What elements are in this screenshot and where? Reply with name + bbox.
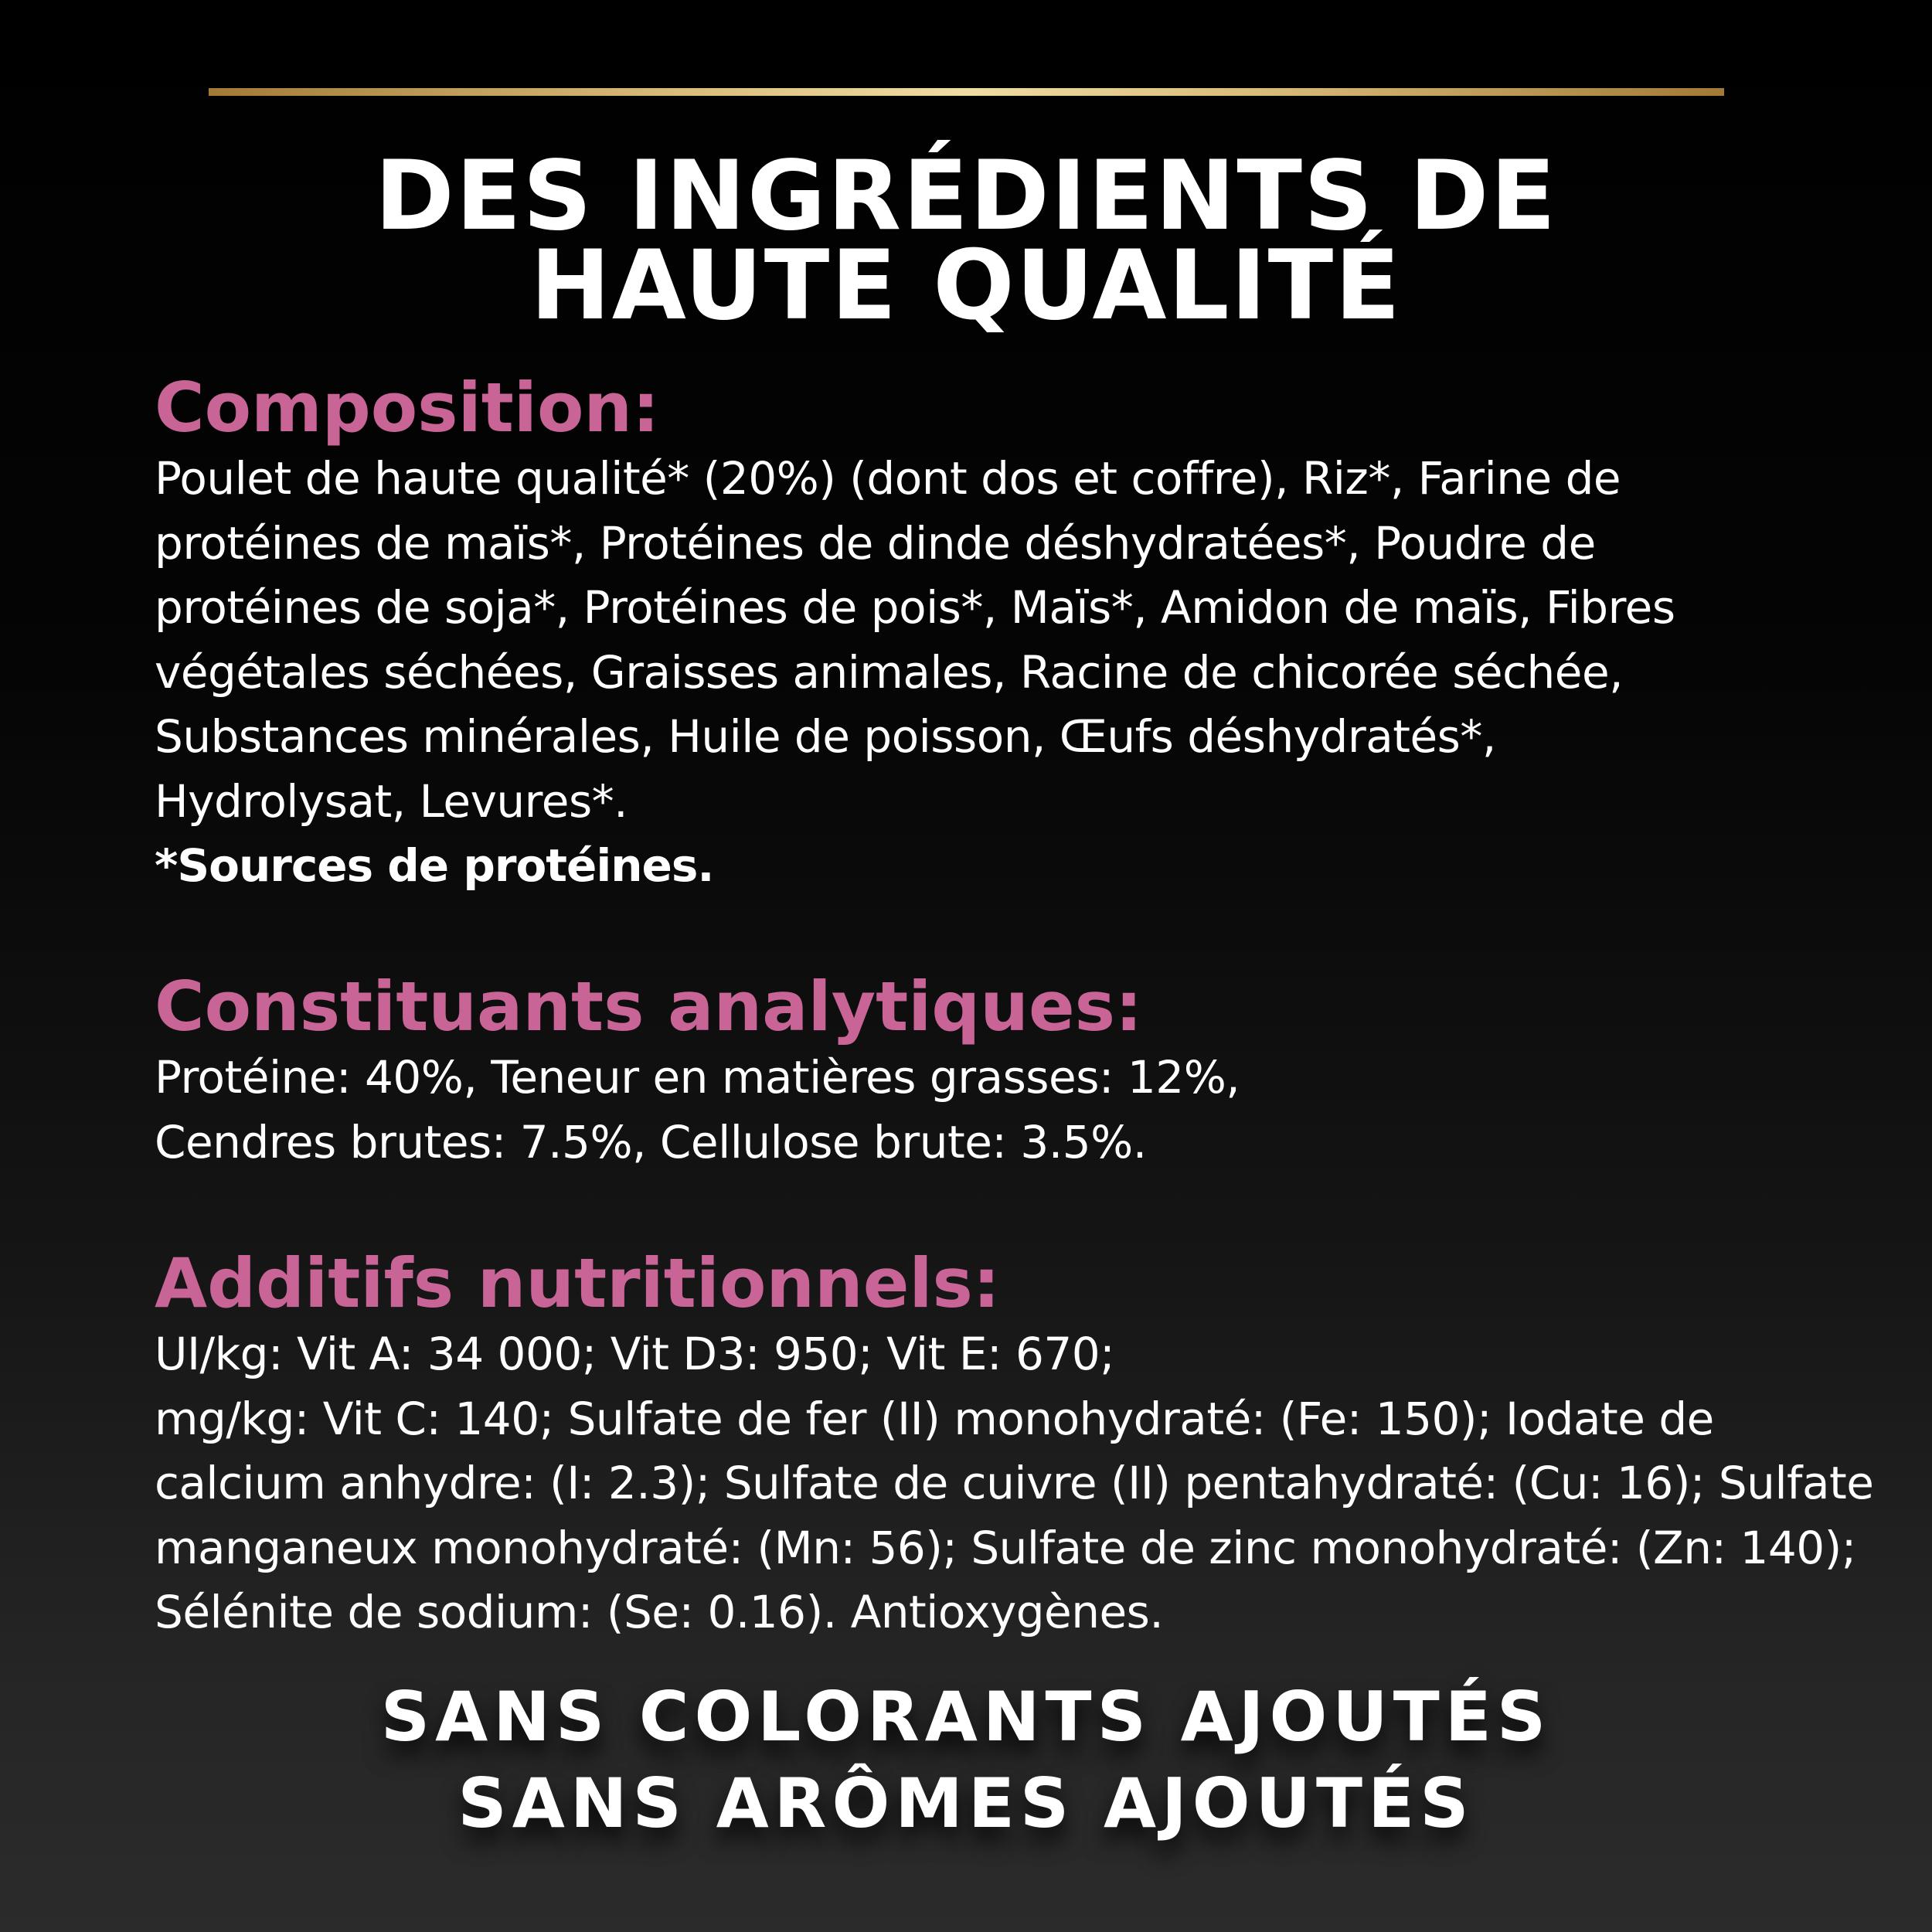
claim-no-colorants: SANS COLORANTS AJOUTÉS [380,1677,1552,1757]
additives-line: mg/kg: Vit C: 140; Sulfate de fer (II) monohydraté: (Fe: 150); Iodate de [155,1392,1714,1445]
analytic-text [155,1046,1240,1175]
additives-line: calcium anhydre: (I: 2.3); Sulfate de cuivre (II) pentahydraté: (Cu: 16); Sulfate [155,1457,1874,1509]
composition-text [155,447,1675,834]
composition-line: Hydrolysat, Levures*. [155,774,628,828]
claim-no-flavors: SANS ARÔMES AJOUTÉS [457,1764,1475,1843]
composition-line: Poulet de haute qualité* (20%) (dont dos et coffre), Riz*, Farine de [155,452,1621,505]
analytic-line: Protéine: 40%, Teneur en matières grasses: 12%, [155,1051,1240,1104]
composition-heading: Composition: [155,368,660,447]
analytic-section [155,968,1240,1175]
main-title [0,141,1932,342]
gold-divider-line [209,88,1724,96]
main-title-line-1: DES INGRÉDIENTS DE [374,141,1558,252]
main-title-line-2: HAUTE QUALITÉ [530,230,1402,342]
additives-heading: Additifs nutritionnels: [155,1243,1001,1323]
composition-line: protéines de maïs*, Protéines de dinde déshydratées*, Poudre de [155,516,1596,570]
composition-line: végétales séchées, Graisses animales, Racine de chicorée séchée, [155,645,1624,699]
analytic-heading: Constituants analytiques: [155,967,1143,1046]
additives-line: UI/kg: Vit A: 34 000; Vit D3: 950; Vit E: 670; [155,1328,1115,1380]
additives-line: manganeux monohydraté: (Mn: 56); Sulfate de zinc monohydraté: (Zn: 140); [155,1521,1856,1574]
additives-text [155,1322,1873,1645]
analytic-line: Cendres brutes: 7.5%, Cellulose brute: 3.5%. [155,1115,1147,1168]
additives-line: Sélénite de sodium: (Se: 0.16). Antioxygènes. [155,1586,1164,1638]
no-additives-claims [0,1674,1932,1847]
protein-sources-note: *Sources de protéines. [155,839,714,892]
composition-line: protéines de soja*, Protéines de pois*, Maïs*, Amidon de maïs, Fibres [155,581,1675,634]
additives-section [155,1245,1873,1645]
composition-line: Substances minérales, Huile de poisson, Œufs déshydratés*, [155,710,1496,763]
composition-section [155,369,1675,899]
